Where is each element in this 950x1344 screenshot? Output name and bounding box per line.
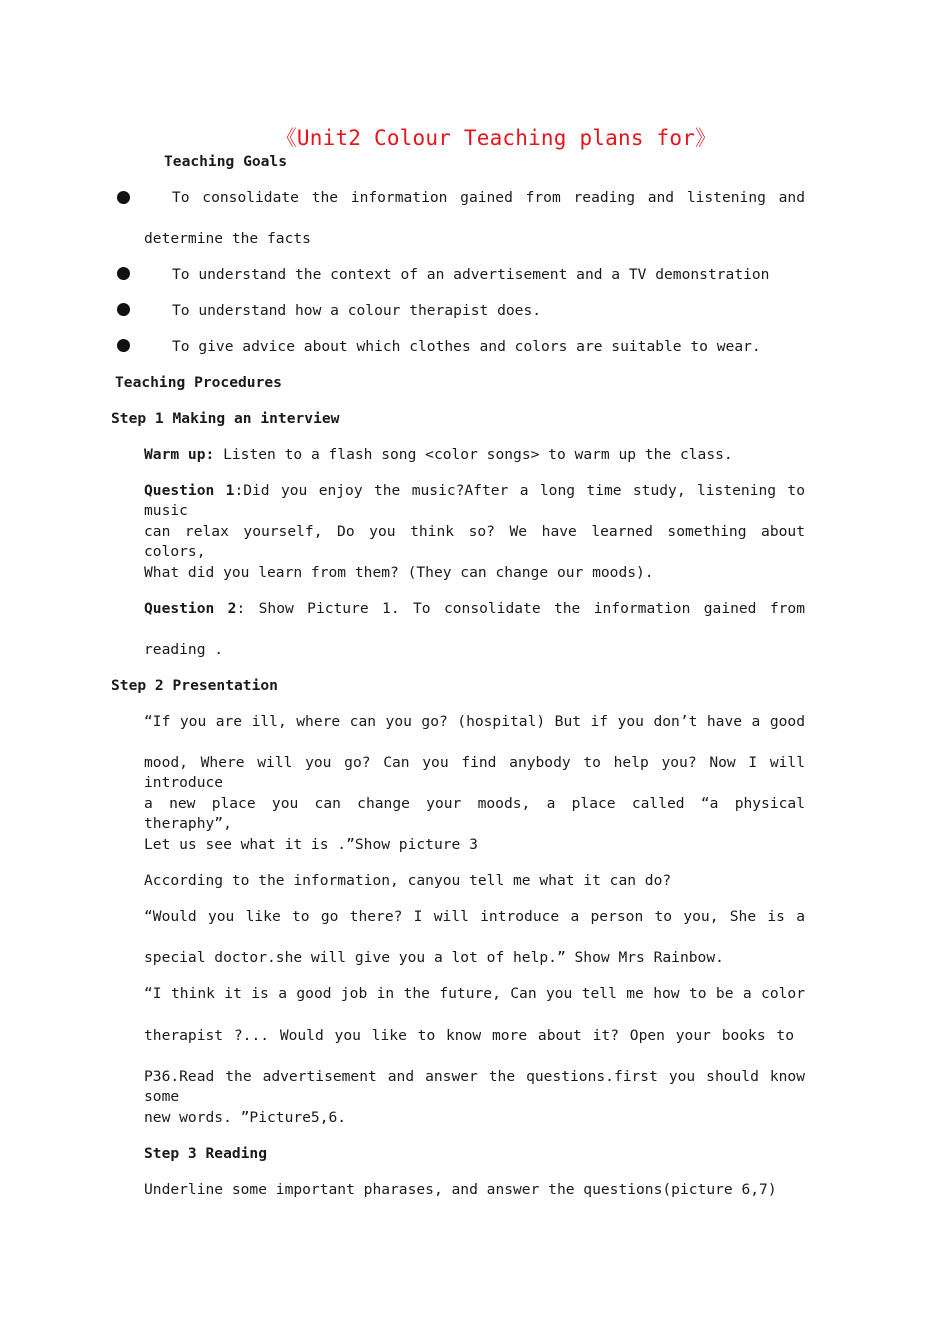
bullet-icon bbox=[117, 267, 130, 280]
goal-1-line-1: To consolidate the information gained from reading and listening and bbox=[172, 189, 805, 206]
question-2-line-2: reading . bbox=[144, 641, 224, 658]
page-title: 《Unit2 Colour Teaching plans for》 bbox=[275, 126, 717, 150]
warm-up-line bbox=[144, 445, 733, 465]
bullet-icon bbox=[117, 303, 130, 316]
step-2-line-1: “If you are ill, where can you go? (hospital) But if you don’t have a good bbox=[144, 713, 805, 730]
warm-up-label: Warm up: bbox=[144, 446, 215, 463]
step-2-line-9: therapist ?... Would you like to know more about it? Open your books to bbox=[144, 1027, 794, 1044]
bullet-icon bbox=[117, 191, 130, 204]
goal-1-line-2: determine the facts bbox=[144, 230, 311, 247]
step-2-line-5: According to the information, canyou tell me what it can do? bbox=[144, 872, 672, 889]
step-3-line: Underline some important pharases, and answer the questions(picture 6,7) bbox=[144, 1181, 777, 1198]
teaching-procedures-heading: Teaching Procedures bbox=[115, 374, 282, 391]
step-2-line-2: mood, Where will you go? Can you find anybody to help you? Now I will introduce bbox=[144, 754, 805, 791]
question-2-line-1 bbox=[144, 599, 805, 619]
question-1-text: :Did you enjoy the music?After a long time study, listening to music bbox=[144, 482, 805, 519]
step-2-line-10: P36.Read the advertisement and answer the questions.first you should know some bbox=[144, 1068, 805, 1105]
question-1-line-2: can relax yourself, Do you think so? We have learned something about colors, bbox=[144, 523, 805, 560]
step-2-line-6: “Would you like to go there? I will introduce a person to you, She is a bbox=[144, 908, 805, 925]
step-2-line-7: special doctor.she will give you a lot of help.” Show Mrs Rainbow. bbox=[144, 949, 724, 966]
goal-2: To understand the context of an advertisement and a TV demonstration bbox=[172, 266, 770, 283]
step-2-heading: Step 2 Presentation bbox=[111, 677, 278, 694]
step-2-line-8: “I think it is a good job in the future, Can you tell me how to be a color bbox=[144, 985, 805, 1002]
step-3-heading: Step 3 Reading bbox=[144, 1145, 268, 1162]
step-1-heading: Step 1 Making an interview bbox=[111, 410, 340, 427]
bullet-icon bbox=[117, 339, 130, 352]
question-1-line-3: What did you learn from them? (They can change our moods). bbox=[144, 564, 654, 581]
goal-3: To understand how a colour therapist does. bbox=[172, 302, 542, 319]
question-1-line-1 bbox=[144, 481, 805, 521]
question-2-label: Question 2 bbox=[144, 600, 237, 617]
question-2-text: : Show Picture 1. To consolidate the information gained from bbox=[236, 600, 805, 617]
teaching-goals-heading: Teaching Goals bbox=[164, 153, 288, 170]
warm-up-text: Listen to a flash song <color songs> to warm up the class. bbox=[214, 446, 733, 463]
goal-4: To give advice about which clothes and colors are suitable to wear. bbox=[172, 338, 761, 355]
step-2-line-11: new words. ”Picture5,6. bbox=[144, 1109, 347, 1126]
step-2-line-3: a new place you can change your moods, a place called “a physical theraphy”, bbox=[144, 795, 805, 832]
step-2-line-4: Let us see what it is .”Show picture 3 bbox=[144, 836, 478, 853]
question-1-label: Question 1 bbox=[144, 482, 235, 499]
